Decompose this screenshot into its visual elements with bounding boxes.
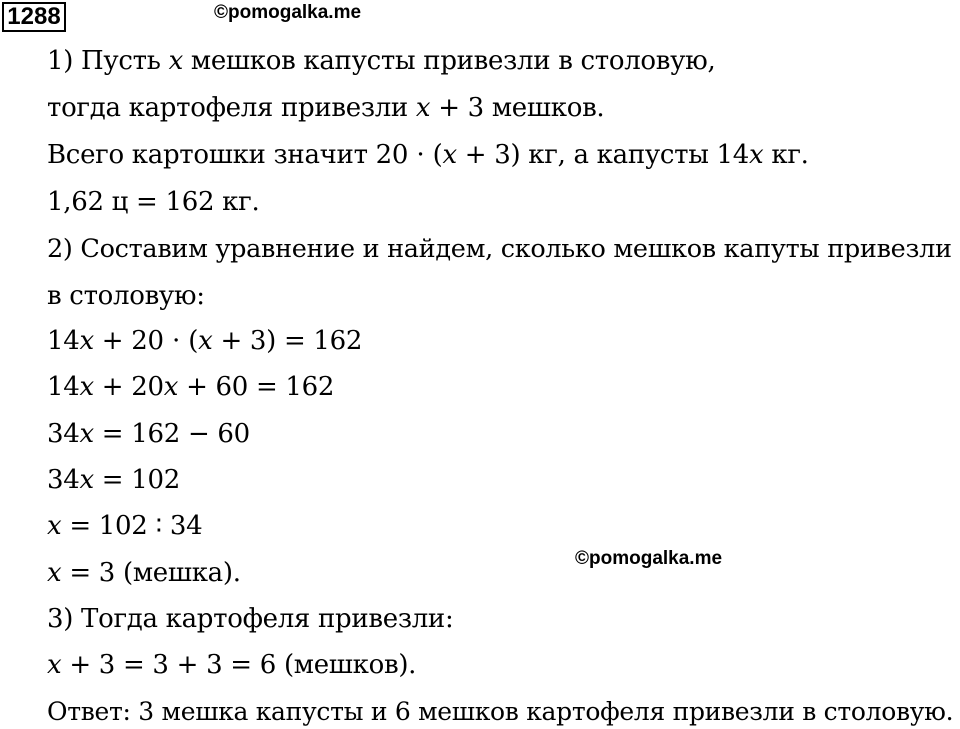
solution-line-3: Всего картошки значит 20 ⋅ (𝑥 + 3) кг, а капусты 14𝑥 кг. [47,140,809,170]
watermark-middle: ©pomogalka.me [575,548,723,569]
equation-line-7: 𝑥 + 3 = 3 + 3 = 6 (мешков). [47,650,417,680]
equation-line-1: 14𝑥 + 20 ⋅ (𝑥 + 3) = 162 [47,326,363,356]
equation-line-2: 14𝑥 + 20𝑥 + 60 = 162 [47,372,335,402]
equation-line-3: 34𝑥 = 162 − 60 [47,419,250,449]
solution-line-4: 1,62 ц = 162 кг. [47,187,260,217]
solution-line-7: 3) Тогда картофеля привезли: [47,604,454,634]
answer-line: Ответ: 3 мешка капусты и 6 мешков картофеля привезли в столовую. [47,697,954,726]
equation-line-5: 𝑥 = 102 ∶ 34 [47,511,203,541]
solution-line-5: 2) Составим уравнение и найдем, сколько мешков капуты привезли [47,234,952,264]
solution-line-6: в столовую: [47,281,205,311]
equation-line-6: 𝑥 = 3 (мешка). [47,558,241,588]
equation-line-4: 34𝑥 = 102 [47,465,180,495]
problem-number: 1288 [2,2,66,32]
watermark-top: ©pomogalka.me [214,2,362,23]
solution-line-1: 1) Пусть 𝑥 мешков капусты привезли в столовую, [47,46,716,76]
solution-line-2: тогда картофеля привезли 𝑥 + 3 мешков. [47,93,605,123]
